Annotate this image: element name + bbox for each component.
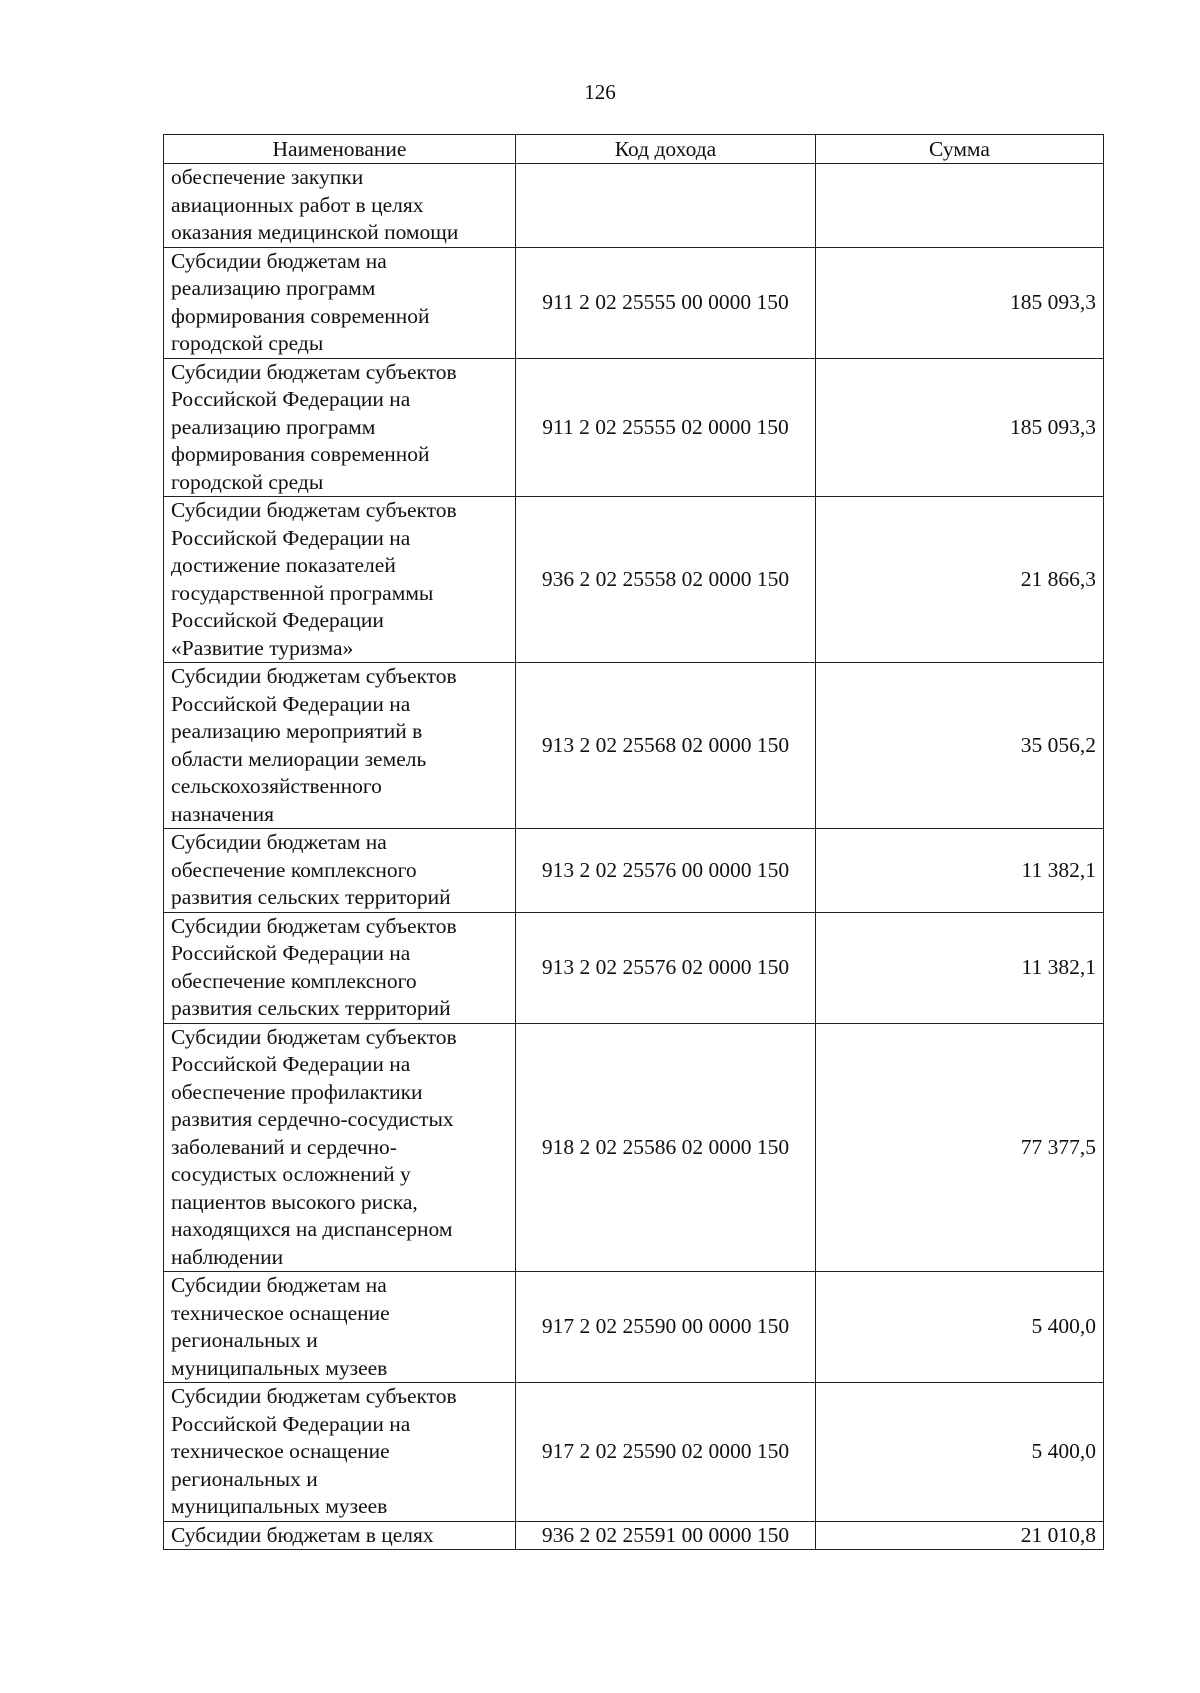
table-row <box>164 164 1104 248</box>
table-row <box>164 358 1104 497</box>
table-row <box>164 497 1104 663</box>
row-sum: 21 010,8 <box>816 1521 1104 1550</box>
header-code: Код дохода <box>516 135 816 164</box>
row-code: 913 2 02 25576 00 0000 150 <box>516 829 816 913</box>
table-row <box>164 829 1104 913</box>
row-code: 913 2 02 25576 02 0000 150 <box>516 912 816 1023</box>
row-code: 911 2 02 25555 02 0000 150 <box>516 358 816 497</box>
row-name: Субсидии бюджетам в целях <box>164 1521 516 1550</box>
row-name: Субсидии бюджетам на реализацию программ формирования современной городской среды <box>164 247 516 358</box>
row-sum: 185 093,3 <box>816 247 1104 358</box>
row-sum: 35 056,2 <box>816 663 1104 829</box>
row-name: Субсидии бюджетам на обеспечение комплексного развития сельских территорий <box>164 829 516 913</box>
table-row <box>164 1383 1104 1522</box>
row-code: 911 2 02 25555 00 0000 150 <box>516 247 816 358</box>
table-header-row <box>164 135 1104 164</box>
row-code <box>516 164 816 248</box>
table-row <box>164 912 1104 1023</box>
table-row <box>164 1023 1104 1272</box>
row-name: обеспечение закупки авиационных работ в целях оказания медицинской помощи <box>164 164 516 248</box>
table-row <box>164 247 1104 358</box>
page-number: 126 <box>584 80 616 104</box>
revenue-table <box>163 134 1104 1550</box>
row-name: Субсидии бюджетам субъектов Российской Федерации на обеспечение комплексного развития сельских территорий <box>164 912 516 1023</box>
row-name: Субсидии бюджетам субъектов Российской Федерации на реализацию программ формирования современной городской среды <box>164 358 516 497</box>
row-name: Субсидии бюджетам субъектов Российской Федерации на реализацию мероприятий в области мелиорации земель сельскохозяйственного назначения <box>164 663 516 829</box>
row-sum <box>816 164 1104 248</box>
row-sum: 21 866,3 <box>816 497 1104 663</box>
row-sum: 77 377,5 <box>816 1023 1104 1272</box>
row-name: Субсидии бюджетам субъектов Российской Федерации на обеспечение профилактики развития сердечно-сосудистых заболеваний и сердечно- сосудистых осложнений у пациентов высокого риска, находящихся на диспансерном наблюдении <box>164 1023 516 1272</box>
row-sum: 185 093,3 <box>816 358 1104 497</box>
row-name: Субсидии бюджетам субъектов Российской Федерации на техническое оснащение региональных и муниципальных музеев <box>164 1383 516 1522</box>
header-name: Наименование <box>164 135 516 164</box>
table-row <box>164 1272 1104 1383</box>
row-code: 917 2 02 25590 02 0000 150 <box>516 1383 816 1522</box>
row-sum: 5 400,0 <box>816 1272 1104 1383</box>
row-name: Субсидии бюджетам на техническое оснащение региональных и муниципальных музеев <box>164 1272 516 1383</box>
table-row <box>164 663 1104 829</box>
row-name: Субсидии бюджетам субъектов Российской Федерации на достижение показателей государственной программы Российской Федерации «Развитие туризма» <box>164 497 516 663</box>
row-code: 918 2 02 25586 02 0000 150 <box>516 1023 816 1272</box>
row-code: 913 2 02 25568 02 0000 150 <box>516 663 816 829</box>
row-code: 936 2 02 25558 02 0000 150 <box>516 497 816 663</box>
row-sum: 11 382,1 <box>816 912 1104 1023</box>
header-sum: Сумма <box>816 135 1104 164</box>
row-sum: 11 382,1 <box>816 829 1104 913</box>
row-sum: 5 400,0 <box>816 1383 1104 1522</box>
table-row <box>164 1521 1104 1550</box>
row-code: 936 2 02 25591 00 0000 150 <box>516 1521 816 1550</box>
row-code: 917 2 02 25590 00 0000 150 <box>516 1272 816 1383</box>
